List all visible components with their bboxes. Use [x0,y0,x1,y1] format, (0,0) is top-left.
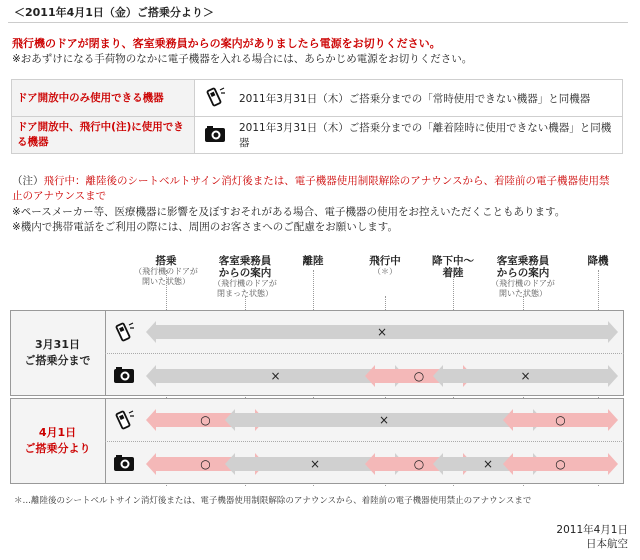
usage-prohibited-mark: × [482,457,494,471]
intro-luggage-note: ※おあずけになる手荷物のなかに電子機器を入れる場合には、あらかじめ電源をお切りください。 [12,53,473,65]
divider [8,22,628,23]
section-title: ＜2011年4月1日（金）ご搭乗分より＞ [14,6,214,19]
device-description: 2011年3月31日（木）ご搭乗分までの「常時使用できない機器」と同機器 [235,80,623,117]
mobile-phone-icon [112,409,136,429]
phase-label: 搭乗 [155,255,177,267]
device-category-label: ドア開放中のみ使用できる機器 [17,91,164,104]
panel-row-divider [105,441,624,442]
usage-allowed-mark: ○ [200,457,211,471]
note-mobile-phone: ※機内で携帯電話をご利用の際には、周囲のお客さまへのご配慮をお願いします。 [12,221,398,233]
phase-sublabel: （飛行機のドアが [134,267,198,276]
camera-icon [112,453,136,473]
phase-column [553,255,640,267]
phase-sublabel: （飛行機のドアが [213,279,277,288]
device-row [12,117,623,154]
usage-prohibited-mark: × [520,369,531,383]
camera-icon [203,124,227,144]
panel-heading-line: ご搭乗分より [24,442,91,455]
device-icon-cell [195,80,236,117]
phase-sublabel: 閉まった状態） [217,288,273,298]
phase-label: 降機 [587,255,609,267]
phase-label: 離陸 [302,255,324,267]
note-lead: （注） [12,175,44,187]
device-table [11,79,623,154]
signature-org: 日本航空 [586,538,628,550]
panel-heading-line: 3月31日 [35,338,80,351]
footnote: ＊…離陸後のシートベルトサイン消灯後または、電子機器使用制限解除のアナウンスから、着陸前の電子機器使用禁止のアナウンスまで [14,496,532,506]
phase-label: からの案内 [496,267,550,279]
usage-prohibited-mark: × [270,369,281,383]
device-category [12,80,195,117]
phase-label: 降下中～ [432,255,474,267]
usage-prohibited-mark: × [378,413,390,427]
phase-label: 客室乗務員 [496,255,550,267]
mobile-phone-icon [203,86,227,108]
phase-label: 客室乗務員 [218,255,272,267]
panel-heading [10,337,105,369]
signature [556,523,628,551]
phase-label: 着陸 [442,267,464,279]
phase-sublabel: 開いた状態） [142,276,190,286]
device-category-label: る機器 [17,136,49,148]
panel-heading-line: 4月1日 [38,426,77,439]
device-icon-cell [195,117,236,154]
device-category-label: ドア開放中、飛行中(注)に使用でき [17,121,184,133]
camera-icon [112,365,136,385]
usage-prohibited-mark: × [309,457,321,471]
usage-allowed-mark: ○ [200,413,211,427]
device-row [12,80,623,117]
panel-row-divider [105,353,624,354]
signature-date: 2011年4月1日 [556,524,628,536]
mobile-phone-icon [112,321,136,341]
device-category [12,117,195,154]
panel-heading-line: ご搭乗分まで [24,354,91,367]
note-inflight [12,174,609,204]
usage-prohibited-mark: × [376,325,388,339]
note-pacemaker: ※ペースメーカー等、医療機器に影響を及ぼすおそれがある場合、電子機器の使用をお控えいただくこともあります。 [12,206,566,218]
note-red: 飛行中：離陸後のシートベルトサイン消灯後または、電子機器使用制限解除のアナウンスから、着陸前の電子機器使用禁 [43,175,610,187]
intro-warning: 飛行機のドアが閉まり、客室乗務員からの案内がありましたら電源をお切りください。 [12,37,441,50]
phase-sublabel: 開いた状態） [499,288,547,298]
usage-allowed-mark: ○ [555,413,566,427]
usage-allowed-mark: ○ [413,369,425,383]
note-red-cont: 止のアナウンスまで [12,190,107,202]
panel-heading [10,425,105,457]
phase-sublabel: （＊） [373,267,397,276]
usage-allowed-mark: ○ [555,457,566,471]
device-description: 2011年3月31日（木）ご搭乗分までの「離着陸時に使用できない機器」と同機器 [235,117,623,154]
phase-sublabel: （飛行機のドアが [491,279,555,288]
usage-allowed-mark: ○ [413,457,425,471]
phase-label: からの案内 [218,267,272,279]
phase-label: 飛行中 [369,255,401,267]
